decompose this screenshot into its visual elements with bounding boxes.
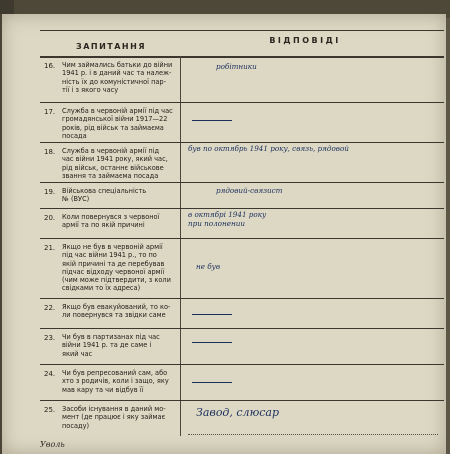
answer-handwritten: Завод, слюсар	[196, 406, 280, 419]
empty-answer-dash	[192, 382, 232, 383]
form-row-17	[40, 106, 444, 142]
row-divider	[40, 328, 444, 329]
row-divider	[40, 238, 444, 239]
form-row-25	[40, 404, 444, 434]
form-row-21	[40, 242, 444, 298]
answer-handwritten: робітники	[216, 62, 257, 71]
question-text: Чим займались батьки до війни 1941 р. і в даний час та належ- ність їх до комуністичної пар- тії і з якого часу	[62, 61, 173, 94]
row-number: 25.	[44, 406, 56, 414]
question-text: Служба в червоній армії під час війни 1941 року, який час, рід військ, останнє військове звання та займаєма посада	[62, 147, 168, 180]
form-row-19	[40, 186, 444, 208]
answer-handwritten: був по октябрь 1941 року, связь, рядовой	[188, 144, 349, 153]
row-number: 23.	[44, 334, 56, 342]
empty-answer-dash	[192, 342, 232, 343]
form-row-18	[40, 146, 444, 182]
question-text: Чи був в партизанах під час війни 1941 р. та де саме і який час	[62, 333, 160, 358]
row-number: 21.	[44, 244, 56, 252]
question-text: Чи був репресований сам, або хто з родичів, коли і защо, яку мав кару та чи відбув її	[62, 369, 169, 394]
empty-answer-dash	[192, 314, 232, 315]
row-number: 20.	[44, 214, 56, 222]
header-top-rule	[40, 30, 444, 31]
answer-handwritten: рядовий-связист	[216, 186, 283, 195]
form-row-24	[40, 368, 444, 400]
answer-handwritten: в октябрі 1941 року при полонении	[188, 210, 267, 228]
question-text: Якщо не був в червоній армії під час війни 1941 р., то по якій причині та де перебував підчас відходу червоної армії (чим може підтвердити, з коли свідками то їх адреса)	[62, 243, 171, 293]
row-number: 22.	[44, 304, 56, 312]
question-text: Військова спеціальність № (ВУС)	[62, 187, 147, 204]
form-row-16	[40, 60, 444, 102]
row-number: 24.	[44, 370, 56, 378]
row-number: 18.	[44, 148, 56, 156]
form-row-23	[40, 332, 444, 364]
empty-answer-dash	[192, 120, 232, 121]
form-row-22	[40, 302, 444, 328]
header-bottom-rule	[40, 56, 444, 58]
row-divider	[40, 142, 444, 143]
question-text: Коли повернувся з червоної армії та по якій причині	[62, 213, 160, 230]
row-divider	[40, 182, 444, 183]
questions-column-title: ЗАПИТАННЯ	[76, 42, 146, 51]
row-divider	[40, 364, 444, 365]
footer-handwritten-note: Уволь	[40, 440, 65, 449]
question-text: Якщо був евакуйований, то ко- ли повернувся та звідки саме	[62, 303, 171, 320]
row-divider	[40, 298, 444, 299]
answers-column-title: ВІДПОВІДІ	[269, 36, 341, 45]
row-number: 17.	[44, 108, 56, 116]
answer-handwritten: не був	[196, 262, 221, 271]
row-number: 19.	[44, 188, 56, 196]
row-divider	[40, 208, 444, 209]
row-number: 16.	[44, 62, 56, 70]
question-text: Засоби існування в даний мо- мент (де працює і яку займає посаду)	[62, 405, 166, 430]
question-text: Служба в червоній армії під час громадянської війни 1917—22 років, рід військ та займаєма посада	[62, 107, 173, 140]
row-divider	[40, 102, 444, 103]
dotted-line	[188, 434, 438, 435]
form-row-20	[40, 212, 444, 238]
row-divider	[40, 400, 444, 401]
